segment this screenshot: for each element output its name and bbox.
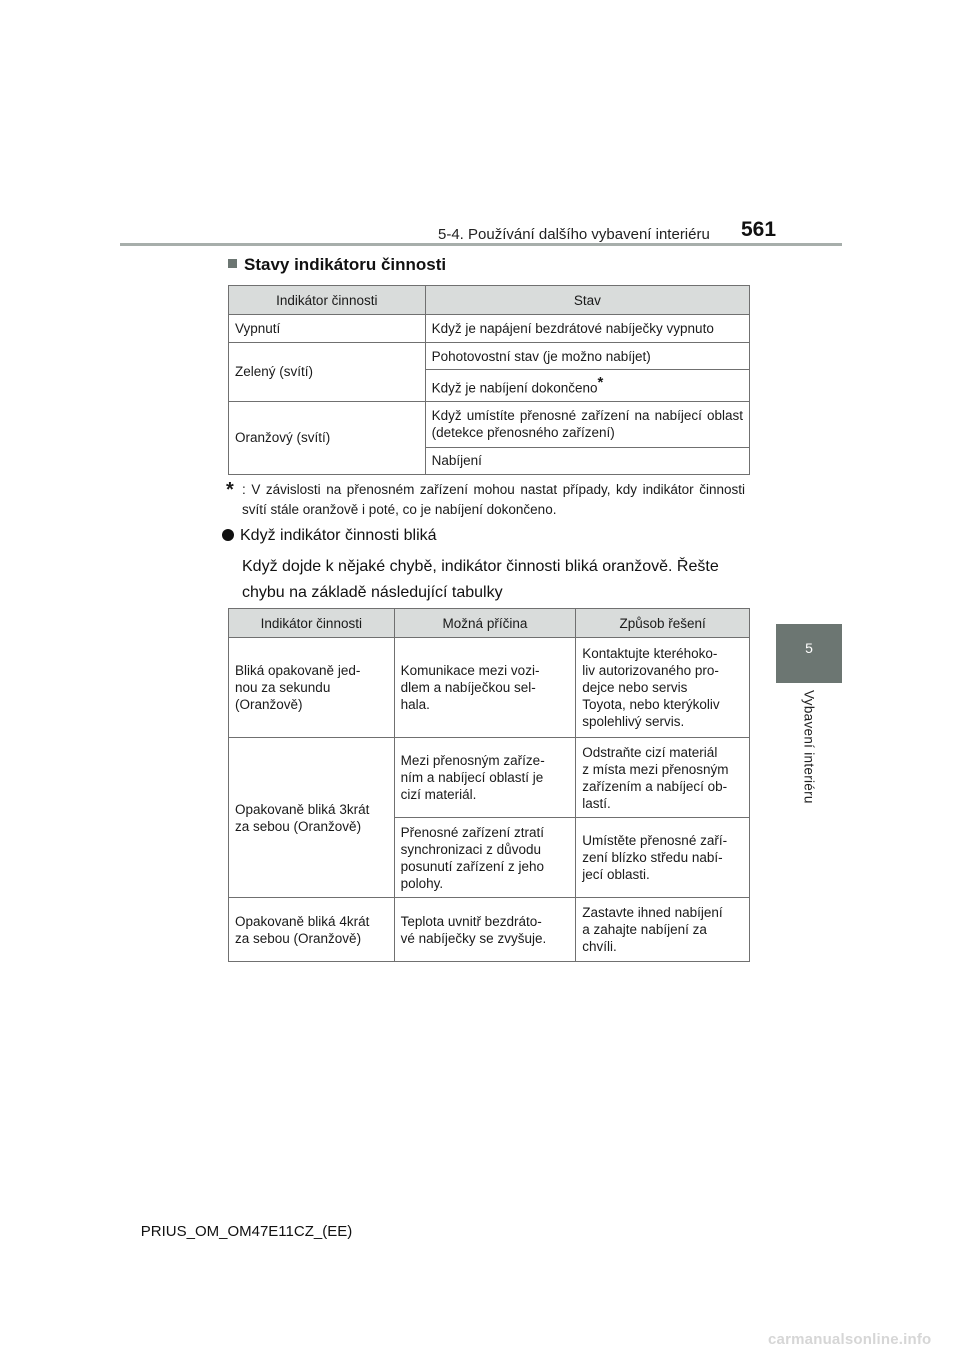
document-code: PRIUS_OM_OM47E11CZ_(EE) <box>140 1223 353 1240</box>
indicator-cell: Opakovaně bliká 4krát za sebou (Oranžově) <box>229 898 395 962</box>
footnote-text: : V závislosti na přenosném zařízení mohou nastat případy, kdy indikátor činnosti svítí stále oranžově i poté, co je nabíjení dokončeno. <box>242 482 745 517</box>
footnote-reference: * <box>597 374 604 391</box>
chapter-title: Vybavení interiéru <box>801 690 817 804</box>
cause-cell: Mezi přenosným zaříze- ním a nabíjecí oblastí je cizí materiál. <box>394 738 576 818</box>
cause-cell: Komunikace mezi vozi- dlem a nabíječkou sel- hala. <box>394 638 576 738</box>
section-heading-text: Stavy indikátoru činnosti <box>244 255 447 274</box>
running-header-section: 5-4. Používání dalšího vybavení interiéru <box>438 226 710 243</box>
state-cell <box>425 370 749 402</box>
footnote <box>228 480 745 520</box>
column-header: Možná příčina <box>394 609 576 638</box>
chapter-number: 5 <box>805 640 813 656</box>
column-header: Indikátor činnosti <box>229 609 395 638</box>
cause-cell: Teplota uvnitř bezdráto- vé nabíječky se zvyšuje. <box>394 898 576 962</box>
footnote-mark: * <box>226 479 234 501</box>
indicator-status-table <box>228 285 750 475</box>
table-header-row <box>229 609 750 638</box>
bullet-heading <box>222 527 437 545</box>
solution-cell: Odstraňte cizí materiál z místa mezi přenosným zařízením a nabíjecí ob- lastí. <box>576 738 750 818</box>
table-row <box>229 898 750 962</box>
page-number: 561 <box>741 218 777 241</box>
table-header-row <box>229 286 750 315</box>
indicator-cell: Zelený (svítí) <box>229 343 426 402</box>
column-header: Indikátor činnosti <box>229 286 426 315</box>
solution-cell: Umístěte přenosné zaří- zení blízko středu nabí- jecí oblasti. <box>576 818 750 898</box>
bullet-heading-text: Když indikátor činnosti bliká <box>240 527 437 544</box>
state-cell: Když je napájení bezdrátové nabíječky vypnuto <box>425 315 749 343</box>
watermark: carmanualsonline.info <box>768 1331 932 1348</box>
solution-cell: Kontaktujte kteréhoko- liv autorizovaného pro- dejce nebo servis Toyota, nebo kterýkoliv spolehlivý servis. <box>576 638 750 738</box>
indicator-cell: Oranžový (svítí) <box>229 401 426 474</box>
column-header: Stav <box>425 286 749 315</box>
table-row <box>229 638 750 738</box>
table-row <box>229 738 750 818</box>
round-bullet-icon <box>222 529 234 541</box>
cause-cell: Přenosné zařízení ztratí synchronizaci z důvodu posunutí zařízení z jeho polohy. <box>394 818 576 898</box>
indicator-cell: Vypnutí <box>229 315 426 343</box>
state-cell: Když umístíte přenosné zařízení na nabíjecí oblast (detekce přenosného zařízení) <box>425 401 749 447</box>
table-row <box>229 401 750 447</box>
blink-description: Když dojde k nějaké chybě, indikátor činnosti bliká oranžově. Řešte chybu na základě následující tabulky <box>242 558 719 601</box>
state-cell: Nabíjení <box>425 447 749 474</box>
state-cell: Pohotovostní stav (je možno nabíjet) <box>425 343 749 370</box>
blink-troubleshooting-table <box>228 608 750 962</box>
table-row <box>229 343 750 370</box>
indicator-cell: Opakovaně bliká 3krát za sebou (Oranžově) <box>229 738 395 898</box>
column-header: Způsob řešení <box>576 609 750 638</box>
indicator-cell: Bliká opakovaně jed- nou za sekundu (Oranžově) <box>229 638 395 738</box>
chapter-title-vertical <box>776 690 842 820</box>
solution-cell: Zastavte ihned nabíjení a zahajte nabíjení za chvíli. <box>576 898 750 962</box>
section-heading <box>228 255 446 275</box>
state-text: Když je nabíjení dokončeno <box>431 380 598 396</box>
table-row <box>229 315 750 343</box>
square-bullet-icon <box>228 259 237 268</box>
header-divider <box>120 243 842 246</box>
